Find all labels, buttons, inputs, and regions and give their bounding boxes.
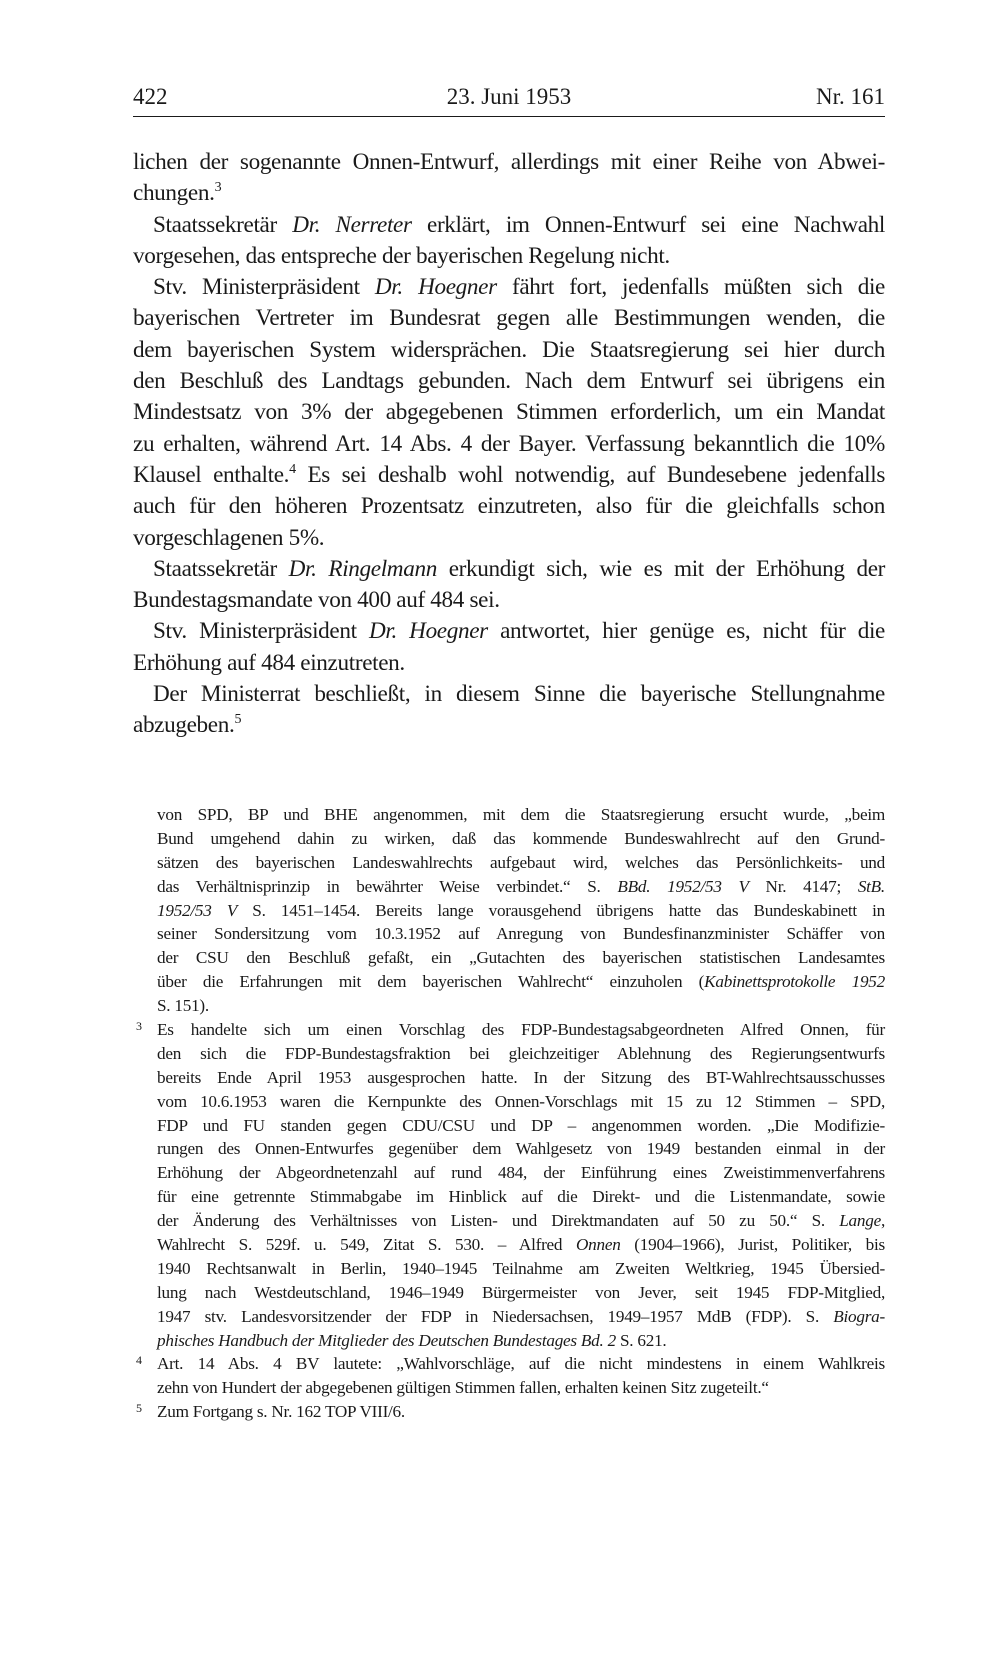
footnote-line — [157, 899, 885, 923]
person-name: Dr. Nerreter — [292, 211, 412, 238]
footnote-line: FDP und FU standen gegen CDU/CSU und DP – angenommen worden. „Die Modifizie- — [157, 1115, 885, 1135]
text-segment: der Änderung des Verhältnisses von Listen- und Direktmandaten auf 50 zu 50.“ S. — [157, 1211, 840, 1231]
text-line: dem bayerischen System widersprächen. Die Staatsregierung sei hier durch — [133, 336, 885, 363]
text-line: bayerischen Vertreter im Bundesrat gegen alle Bestimmungen wenden, die — [133, 305, 885, 332]
text-line — [133, 710, 885, 741]
footnote-line: Art. 14 Abs. 4 BV lautete: „Wahlvorschläge, auf die nicht mindestens in einem Wahlkreis — [157, 1354, 885, 1374]
text-segment: erkundigt sich, wie es mit der Erhöhung der — [436, 555, 886, 582]
text-line: Der Ministerrat beschließt, in diesem Sinne die bayerische Stellungnahme — [153, 681, 885, 708]
text-segment: Klausel enthalte. — [133, 461, 290, 488]
person-name: Dr. Hoegner — [374, 274, 497, 301]
text-line: zu erhalten, während Art. 14 Abs. 4 der Bayer. Verfassung bekanntlich die 10% — [133, 430, 885, 457]
footnote-line: für eine getrennte Stimmabgabe im Hinblick auf die Direkt- und die Listenmandate, sowie — [157, 1187, 885, 1207]
footnote-line: der CSU den Beschluß gefaßt, ein „Gutachten des bayerischen statistischen Landesamtes — [157, 948, 885, 968]
text-segment: fährt fort, jedenfalls müßten sich die — [496, 274, 885, 301]
citation: 1952/53 V — [157, 900, 238, 920]
text-segment: chungen. — [133, 180, 215, 207]
text-line — [133, 210, 885, 241]
text-line: lichen der sogenannte Onnen-Entwurf, allerdings mit einer Reihe von Abwei- — [133, 149, 885, 175]
paragraph-4 — [133, 554, 885, 617]
paragraph-2 — [133, 210, 885, 273]
person-name: Onnen — [576, 1235, 621, 1255]
text-line: Erhöhung auf 484 einzutreten. — [133, 649, 405, 676]
footnote-number: 4 — [136, 1353, 142, 1368]
footnote-line: Es handelte sich um einen Vorschlag des FDP-Bundestagsabgeordneten Alfred Onnen, für — [157, 1020, 885, 1040]
footnote-line: sätzen des bayerischen Landeswahlrechts aufgebaut wird, welches das Persönlichkeits- und — [157, 852, 885, 872]
footnote-line — [157, 1305, 885, 1329]
text-segment: abzugeben. — [133, 712, 235, 739]
citation: StB. — [857, 876, 885, 896]
document-number: Nr. 161 — [816, 84, 885, 109]
footnote-line — [157, 1329, 885, 1353]
running-header — [133, 82, 885, 117]
text-segment: S. 621. — [615, 1330, 667, 1350]
paragraph-1 — [133, 147, 885, 210]
footnote-line — [157, 1233, 885, 1257]
footnote-number: 3 — [136, 1019, 142, 1034]
person-name: Dr. Ringelmann — [288, 555, 437, 582]
paragraph-3 — [133, 272, 885, 554]
citation: Kabinettsprotokolle 1952 — [704, 972, 885, 992]
footnote-4 — [133, 1352, 885, 1400]
text-line: auch für den höheren Prozentsatz einzutreten, also für die gleichfalls schon — [133, 493, 885, 520]
text-segment: Staatssekretär — [153, 211, 293, 238]
text-line — [133, 616, 885, 647]
citation: BBd. 1952/53 V — [617, 876, 749, 896]
citation: Lange — [839, 1211, 881, 1231]
text-line: den Beschluß des Landtags gebunden. Nach dem Entwurf sei übrigens ein — [133, 368, 885, 395]
footnote-line: lung nach Westdeutschland, 1946–1949 Bürgermeister von Jever, seit 1945 FDP-Mitglied, — [157, 1282, 885, 1302]
text-segment: das Verhältnisprinzip in bewährter Weise verbindet.“ S. — [157, 876, 618, 896]
text-segment: S. 1451–1454. Bereits lange vorausgehend übrigens hatte das Bundeskabinett in — [237, 900, 886, 920]
footnote-number: 5 — [136, 1401, 142, 1416]
citation: Biogra- — [833, 1306, 885, 1326]
paragraph-5 — [133, 616, 885, 679]
footnote-line: S. 151). — [157, 996, 209, 1016]
text-line: Bundestagsmandate von 400 auf 484 sei. — [133, 587, 500, 614]
footnote-line — [157, 970, 885, 994]
footnote-line: Bund umgehend dahin zu wirken, daß das kommende Bundeswahlrecht auf den Grund- — [157, 828, 885, 848]
text-segment: antwortet, hier genüge es, nicht für die — [487, 618, 885, 645]
text-segment: über die Erfahrungen mit dem bayerischen Wahlrecht“ einzuholen ( — [157, 972, 705, 992]
footnote-line — [157, 1209, 885, 1233]
footnote-line: rungen des Onnen-Entwurfes gegenüber dem Wahlgesetz von 1949 bestanden einmal in der — [157, 1139, 885, 1159]
header-date: 23. Juni 1953 — [446, 84, 572, 109]
footnote-line: zehn von Hundert der abgegebenen gültigen Stimmen fallen, erhalten keinen Sitz zugeteilt.“ — [157, 1378, 769, 1398]
footnote-ref-5[interactable]: 5 — [234, 712, 242, 728]
text-segment: Stv. Ministerpräsident — [153, 274, 375, 301]
footnote-line: vom 10.6.1953 waren die Kernpunkte des Onnen-Vorschlags mit 15 zu 12 Stimmen – SPD, — [157, 1091, 885, 1111]
page-number: 422 — [133, 84, 168, 109]
text-segment: Stv. Ministerpräsident — [153, 618, 369, 645]
main-text — [133, 147, 885, 742]
text-line — [133, 554, 885, 585]
text-segment: Es sei deshalb wohl notwendig, auf Bundesebene jedenfalls — [295, 461, 885, 488]
footnote-5 — [133, 1400, 885, 1424]
text-segment: , — [880, 1211, 885, 1231]
footnote-ref-3[interactable]: 3 — [214, 180, 222, 196]
footnote-line: seiner Sondersitzung vom 10.3.1952 auf Anregung von Bundesfinanzminister Schäffer von — [157, 924, 885, 944]
footnotes — [133, 803, 885, 1424]
text-segment: 1947 stv. Landesvorsitzender der FDP in Niedersachsen, 1949–1957 MdB (FDP). S. — [157, 1306, 834, 1326]
footnote-line: den sich die FDP-Bundestagsfraktion bei gleichzeitiger Ablehnung des Regierungsentwurfs — [157, 1043, 885, 1063]
footnote-line: 1940 Rechtsanwalt in Berlin, 1940–1945 Teilnahme am Zweiten Weltkrieg, 1945 Übersied- — [157, 1258, 885, 1278]
footnote-line: von SPD, BP und BHE angenommen, mit dem die Staatsregierung ersucht wurde, „beim — [157, 805, 885, 824]
footnote-ref-4[interactable]: 4 — [289, 461, 296, 477]
text-line: vorgesehen, das entspreche der bayerischen Regelung nicht. — [133, 242, 670, 269]
person-name: Dr. Hoegner — [368, 618, 488, 645]
footnote-3 — [133, 1018, 885, 1352]
text-line — [133, 178, 885, 209]
text-segment: Staatssekretär — [153, 555, 289, 582]
footnote-line: bereits Ende April 1953 ausgesprochen hatte. In der Sitzung des BT-Wahlrechtsausschusses — [157, 1067, 885, 1087]
footnote-line: Zum Fortgang s. Nr. 162 TOP VIII/6. — [157, 1402, 405, 1422]
text-line — [133, 272, 885, 303]
footnote-line — [157, 875, 885, 899]
text-segment: (1904–1966), Jurist, Politiker, bis — [620, 1235, 885, 1255]
text-segment: Wahlrecht S. 529f. u. 549, Zitat S. 530. – Alfred — [157, 1235, 576, 1255]
text-line — [133, 460, 885, 491]
footnote-line: Erhöhung der Abgeordnetenzahl auf rund 484, der Einführung eines Zweistimmenverfahrens — [157, 1163, 885, 1183]
citation: phisches Handbuch der Mitglieder des Deutschen Bundestages Bd. 2 — [157, 1330, 616, 1350]
paragraph-6 — [133, 679, 885, 742]
text-line: vorgeschlagenen 5%. — [133, 524, 325, 551]
footnote-continuation — [133, 803, 885, 1018]
text-line: Mindestsatz von 3% der abgegebenen Stimmen erforderlich, um ein Mandat — [133, 399, 885, 426]
text-segment: Nr. 4147; — [748, 876, 858, 896]
text-segment: erklärt, im Onnen-Entwurf sei eine Nachwahl — [411, 211, 886, 238]
